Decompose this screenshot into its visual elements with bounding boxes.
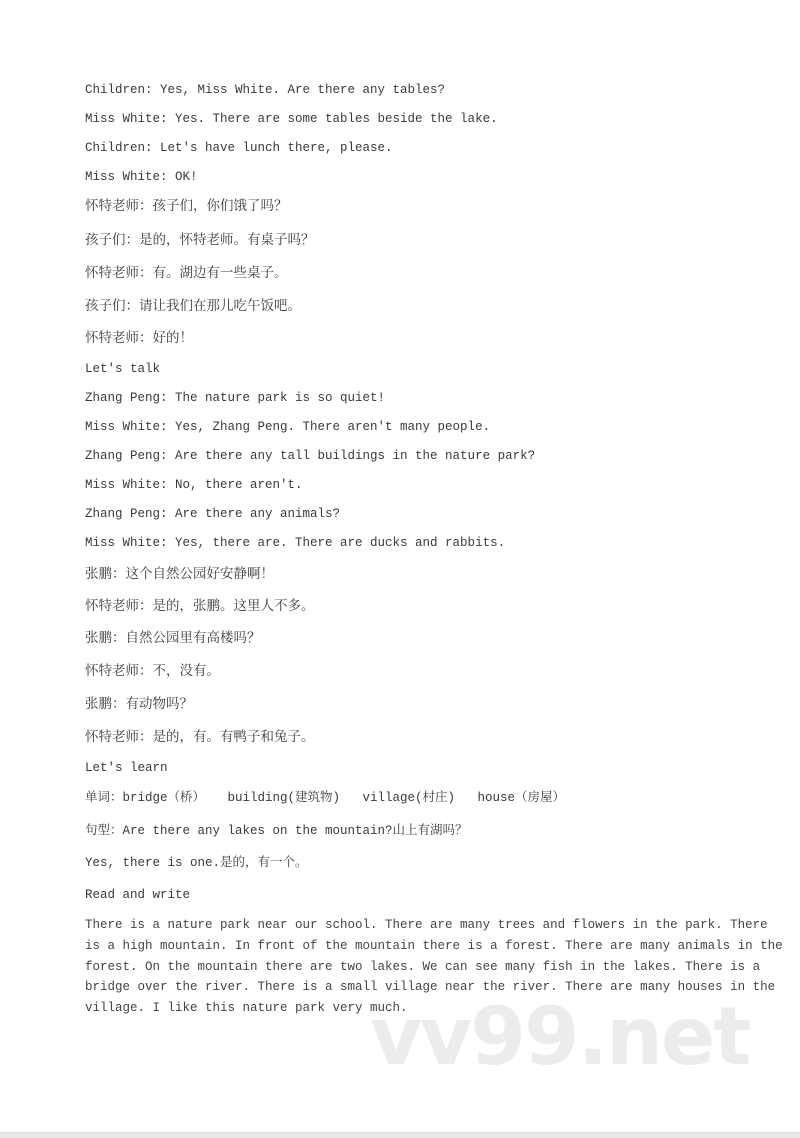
dialogue-line: Zhang Peng: Are there any animals? [85, 507, 341, 521]
dialogue-line: Miss White: Yes. There are some tables beside the lake. [85, 112, 498, 126]
vocabulary-line: 单词：bridge（桥） building(建筑物) village(村庄) house（房屋） [85, 791, 566, 805]
section-heading: Let's learn [85, 761, 168, 775]
dialogue-line: Children: Let's have lunch there, please. [85, 141, 393, 155]
dialogue-line: Miss White: Yes, there are. There are ducks and rabbits. [85, 536, 506, 550]
dialogue-line: Zhang Peng: The nature park is so quiet! [85, 391, 386, 405]
sentence-pattern-line: Yes, there is one.是的，有一个。 [85, 856, 308, 870]
dialogue-line: 张鹏：自然公园里有高楼吗？ [85, 630, 261, 646]
dialogue-line: 张鹏：这个自然公园好安静啊！ [85, 566, 274, 582]
section-heading: Read and write [85, 888, 191, 902]
dialogue-line: 怀特老师：有。湖边有一些桌子。 [85, 265, 288, 281]
dialogue-line: 怀特老师：孩子们，你们饿了吗？ [85, 198, 288, 214]
dialogue-line: Children: Yes, Miss White. Are there any tables? [85, 83, 446, 97]
reading-paragraph: There is a nature park near our school. There are many trees and flowers in the park. There is a high mountain. In front of the mountain there is a forest. There are many animals in the forest. On the mountain there are two lakes. We can see many fish in the lakes. There is a bridge over the river. There is a small village near the river. There are many houses in the village. I like this nature park very much. [85, 918, 783, 1016]
dialogue-line: 怀特老师：是的，张鹏。这里人不多。 [85, 598, 315, 614]
page-bottom-edge [0, 1132, 800, 1138]
dialogue-line: Zhang Peng: Are there any tall buildings in the nature park? [85, 449, 536, 463]
dialogue-line: Miss White: OK! [85, 170, 198, 184]
dialogue-line: 怀特老师：是的，有。有鸭子和兔子。 [85, 729, 315, 745]
dialogue-line: 张鹏：有动物吗？ [85, 696, 193, 712]
dialogue-line: 孩子们：是的，怀特老师。有桌子吗？ [85, 232, 315, 248]
dialogue-line: Miss White: No, there aren't. [85, 478, 303, 492]
sentence-pattern-line: 句型：Are there any lakes on the mountain?山上有湖吗？ [85, 824, 468, 838]
dialogue-line: Miss White: Yes, Zhang Peng. There aren't many people. [85, 420, 491, 434]
dialogue-line: 怀特老师：不，没有。 [85, 663, 220, 679]
dialogue-line: 怀特老师：好的！ [85, 330, 193, 346]
section-heading: Let's talk [85, 362, 161, 376]
dialogue-line: 孩子们：请让我们在那儿吃午饭吧。 [85, 298, 301, 314]
watermark: vv99.net [370, 990, 750, 1083]
